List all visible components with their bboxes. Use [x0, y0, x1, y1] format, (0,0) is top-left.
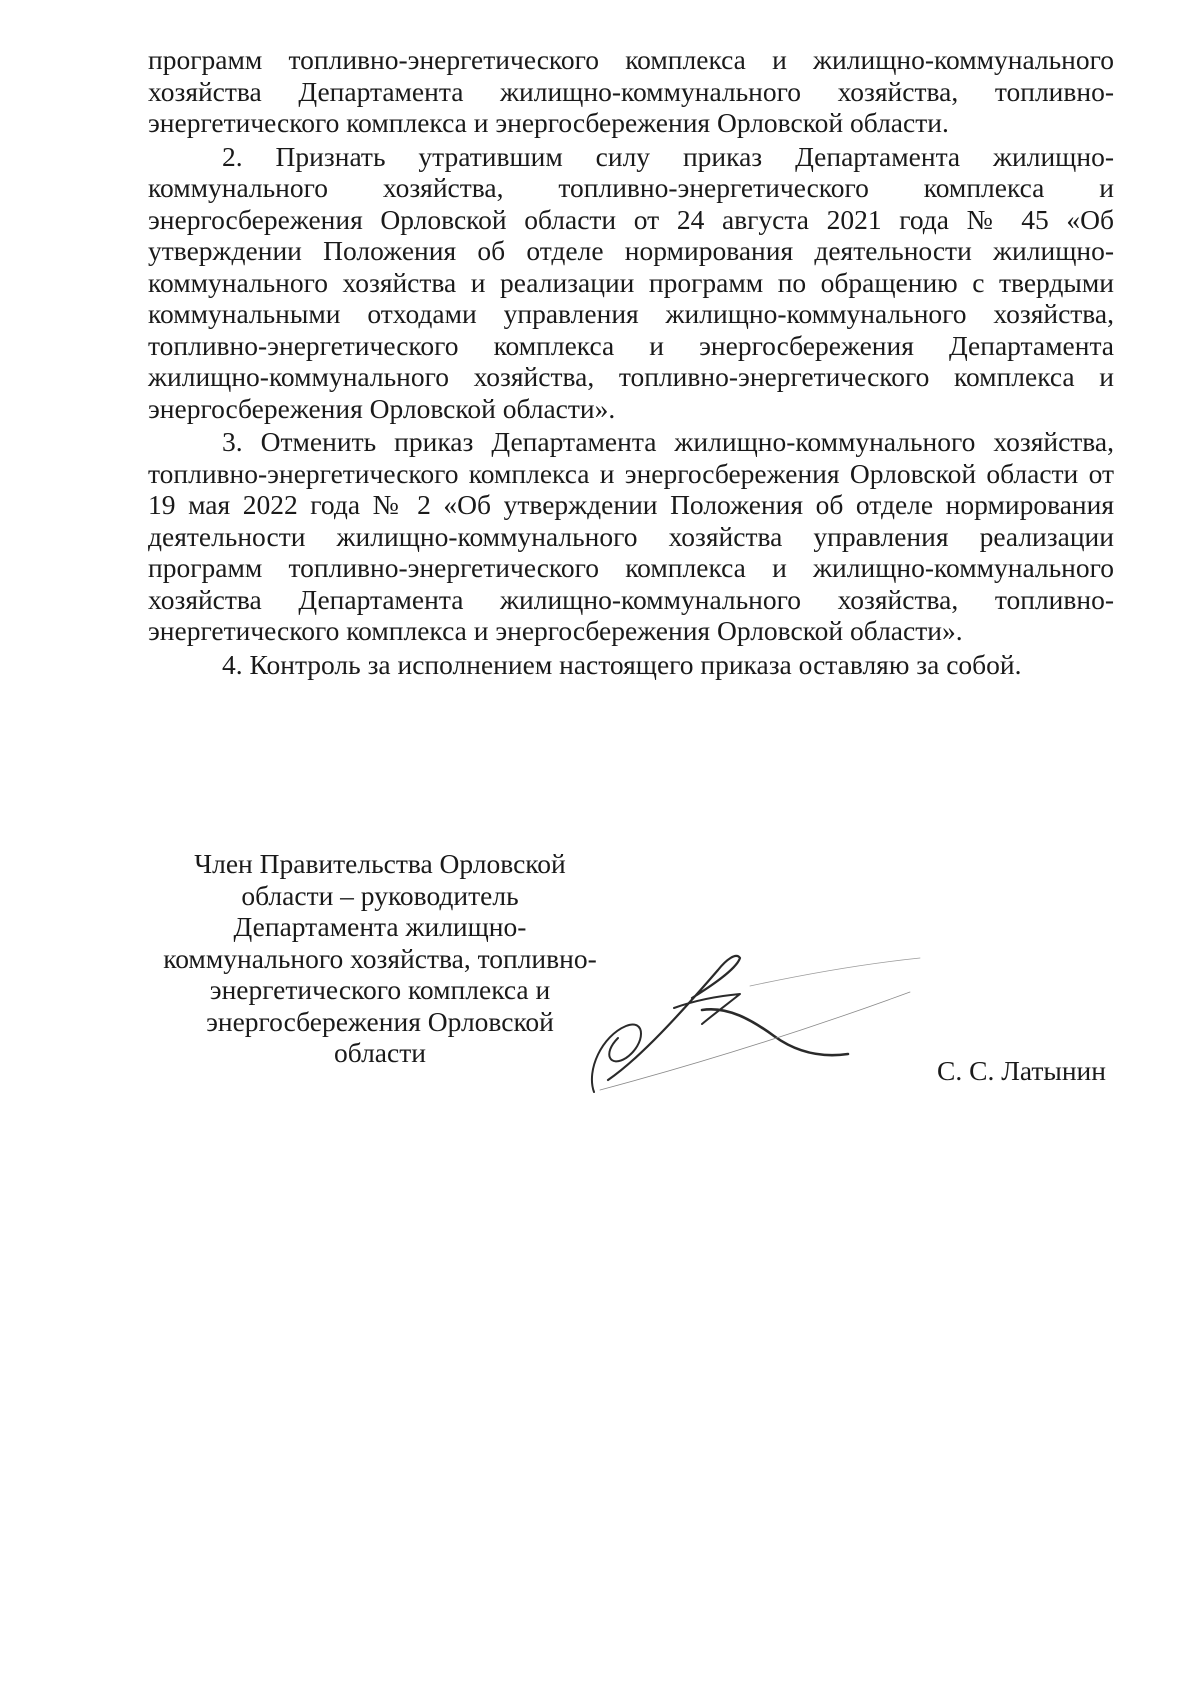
signature-stroke: [600, 992, 910, 1090]
signatory-title: [130, 848, 630, 1069]
document-body: [148, 44, 1114, 682]
handwritten-signature: [580, 940, 960, 1100]
signature-stroke: [750, 958, 920, 986]
signatory-title-line: коммунального хозяйства, топливно-: [163, 942, 597, 974]
signatory-title-line: Член Правительства Орловской: [194, 848, 566, 879]
signatory-title-line: Департамента жилищно-: [233, 911, 527, 942]
paragraph-item-2: 2. Признать утратившим силу приказ Департамента жилищно-коммунального хозяйства, топливно-энергетического комплекса и энергосбережения Орловской области от 24 августа 2021 года № 45 «Об утверждении Положения об отделе нормирования деятельности жилищно-коммунального хозяйства и реализации программ по обращению с твердыми коммунальными отходами управления жилищно-коммунального хозяйства, топливно-энергетического комплекса и энергосбережения Департамента жилищно-коммунального хозяйства, топливно-энергетического комплекса и энергосбережения Орловской области».: [148, 140, 1114, 424]
signer-name: С. С. Латынин: [937, 1055, 1106, 1086]
signature-stroke: [702, 1009, 848, 1055]
paragraph-item-3: 3. Отменить приказ Департамента жилищно-коммунального хозяйства, топливно-энергетического комплекса и энергосбережения Орловской области от 19 мая 2022 года № 2 «Об утверждении Положения об отделе нормирования деятельности жилищно-коммунального хозяйства управления реализации программ топливно-энергетического комплекса и жилищно-коммунального хозяйства Департамента жилищно-коммунального хозяйства, топливно-энергетического комплекса и энергосбережения Орловской области».: [148, 426, 1114, 646]
signatory-title-line: энергетического комплекса и: [209, 974, 551, 1005]
paragraph-item-4: 4. Контроль за исполнением настоящего приказа оставляю за собой.: [222, 648, 1022, 680]
signature-stroke: [608, 956, 740, 1080]
signatory-title-line: энергосбережения Орловской: [206, 1005, 554, 1037]
signatory-title-line: области: [334, 1037, 426, 1068]
signatory-title-line: области – руководитель: [241, 879, 519, 911]
paragraph-continuation: программ топливно-энергетического комплекса и жилищно-коммунального хозяйства Департамента жилищно-коммунального хозяйства, топливно-энергетического комплекса и энергосбережения Орловской области.: [148, 44, 1114, 138]
